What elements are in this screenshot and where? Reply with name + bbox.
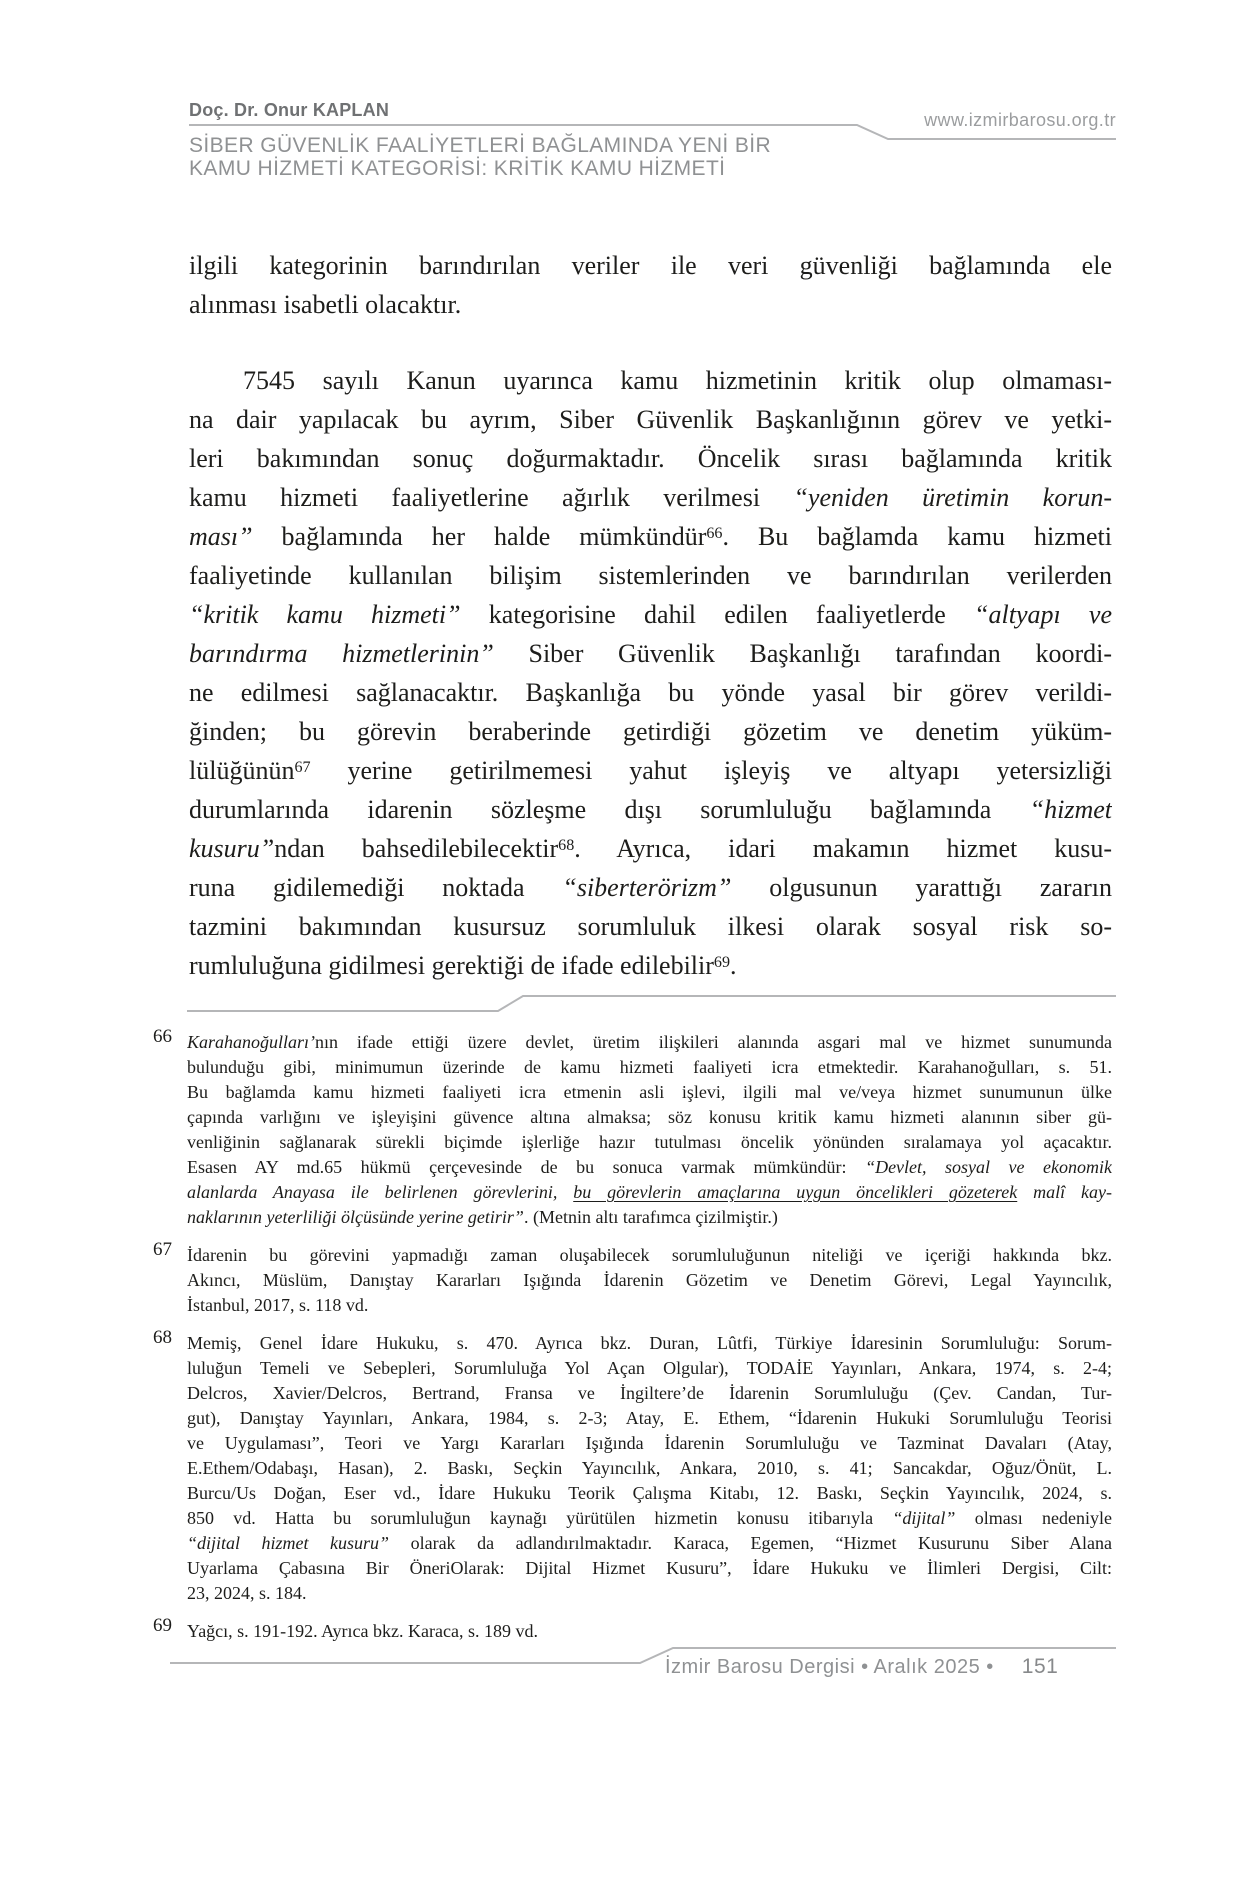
footnote-number: 68 [153, 1327, 172, 1348]
text-line [189, 246, 1112, 285]
text-line [187, 1243, 1112, 1268]
footnote-reference: 69 [713, 953, 731, 971]
text-line [187, 1556, 1112, 1581]
text-line [187, 1293, 1112, 1318]
text-line [187, 1531, 1112, 1556]
footnote [153, 1239, 1112, 1318]
text-line [189, 829, 1112, 868]
footnote-number: 69 [153, 1615, 172, 1636]
text-segment: na dair yapılacak bu ayrım, Siber Güvenlik Başkanlığının görev ve yetki- [189, 405, 1112, 434]
article-title-line-1: SİBER GÜVENLİK FAALİYETLERİ BAĞLAMINDA YENİ BİR [189, 134, 772, 157]
text-segment: kamu hizmeti faaliyetlerine ağırlık verilmesi [189, 483, 794, 512]
footnote-reference: 68 [558, 836, 575, 854]
journal-name: İzmir Barosu Dergisi • Aralık 2025 • [665, 1656, 994, 1678]
page-footer [665, 1654, 1116, 1680]
text-line [189, 556, 1112, 595]
text-segment: “kritik kamu hizmeti” [189, 600, 461, 629]
text-segment: faaliyetinde kullanılan bilişim sistemlerinden ve barındırılan verilerden [189, 561, 1112, 590]
text-segment: Karahanoğulları’ [187, 1032, 316, 1052]
text-line [189, 751, 1112, 790]
text-segment: ğinden; bu görevin beraberinde getirdiği gözetim ve denetim yüküm- [189, 717, 1112, 746]
text-segment: İstanbul, 2017, s. 118 vd. [187, 1295, 369, 1315]
text-segment: “siberterörizm” [562, 873, 732, 902]
text-line [189, 790, 1112, 829]
text-line [187, 1331, 1112, 1356]
text-line [189, 946, 1112, 985]
body-paragraph [189, 246, 1112, 324]
text-line [189, 361, 1112, 400]
text-segment: malî kay- [1017, 1182, 1112, 1202]
text-segment: olarak da adlandırılmaktadır. Karaca, Egemen, “Hizmet Kusurunu Siber Alana [389, 1533, 1112, 1553]
text-segment: bağlamında her halde mümkündür [252, 522, 707, 551]
text-segment: leri bakımından sonuç doğurmaktadır. Öncelik sırası bağlamında kritik [189, 444, 1112, 473]
text-segment: 7545 sayılı Kanun uyarınca kamu hizmetinin kritik olup olmaması- [243, 366, 1112, 395]
text-segment: bulunduğu gibi, minimumun üzerinde de kamu hizmeti faaliyeti icra etmektedir. Karahanoğulları, s. 51. [187, 1057, 1112, 1077]
text-segment: venliğinin sağlanarak sürekli biçimde işlerliğe hazır tutulması öncelik yönünden sıralamaya yol açacaktır. [187, 1132, 1112, 1152]
text-segment: “altyapı ve [974, 600, 1112, 629]
footnote [153, 1026, 1112, 1230]
text-segment: yerine getirilmemesi yahut işleyiş ve altyapı yetersizliği [310, 756, 1112, 785]
footnote-reference: 67 [294, 758, 311, 776]
text-segment: Delcros, Xavier/Delcros, Bertrand, Fransa ve İngiltere’de İdarenin Sorumluluğu (Çev. Candan, Tur- [187, 1383, 1112, 1403]
text-line [189, 712, 1112, 751]
text-segment: olgusunun yarattığı zararın [731, 873, 1112, 902]
text-segment: Uyarlama Çabasına Bir ÖneriOlarak: Dijital Hizmet Kusuru”, İdare Hukuku ve İlimleri Dergisi, Cilt: [187, 1558, 1112, 1578]
text-segment: Bu bağlamda kamu hizmeti faaliyeti icra etmenin asli işlevi, ilgili mal ve/veya hizmet sunumunun ülke [187, 1082, 1112, 1102]
text-segment: kusuru” [189, 834, 275, 863]
text-line [189, 673, 1112, 712]
text-line [187, 1506, 1112, 1531]
text-line [187, 1406, 1112, 1431]
text-line [187, 1080, 1112, 1105]
article-title-line-2: KAMU HİZMETİ KATEGORİSİ: KRİTİK KAMU HİZMETİ [189, 157, 726, 180]
footnote-separator-rule [187, 996, 1116, 1011]
text-segment: lülüğünün [189, 756, 295, 785]
text-segment: İdarenin bu görevini yapmadığı zaman oluşabilecek sorumluluğunun niteliği ve içeriği hakkında bkz. [187, 1245, 1112, 1265]
text-segment: runa gidilemediği noktada [189, 873, 563, 902]
article-body [189, 246, 1112, 985]
text-segment: ması” [189, 522, 253, 551]
text-line [189, 907, 1112, 946]
text-line [187, 1105, 1112, 1130]
text-segment: 850 vd. Hatta bu sorumluluğun kaynağı yürütülen hizmetin konusu itibarıyla [187, 1508, 893, 1528]
text-segment: Yağcı, s. 191-192. Ayrıca bkz. Karaca, s. 189 vd. [187, 1621, 538, 1641]
body-paragraph [189, 361, 1112, 985]
text-segment: çapında varlığını ve işleyişini güvence altına almaksa; söz konusu kritik kamu hizmeti alanının siber gü- [187, 1107, 1112, 1127]
text-segment: “yeniden üretimin korun- [793, 483, 1112, 512]
text-line [187, 1356, 1112, 1381]
text-line [187, 1205, 1112, 1230]
footnote-number: 67 [153, 1239, 172, 1260]
text-line [189, 868, 1112, 907]
text-line [187, 1381, 1112, 1406]
footnotes-section [153, 1026, 1112, 1657]
text-segment: alanlarda Anayasa ile belirlenen görevlerini, [187, 1182, 574, 1202]
text-segment: Esasen AY md.65 hükmü çerçevesinde de bu sonuca varmak mümkündür: [187, 1157, 866, 1177]
text-line [189, 595, 1112, 634]
text-segment: rumluluğuna gidilmesi gerektiği de ifade edilebilir [189, 951, 714, 980]
text-line [187, 1268, 1112, 1293]
text-line [189, 285, 1112, 324]
text-segment: Akıncı, Müslüm, Danıştay Kararları Işığında İdarenin Gözetim ve Denetim Görevi, Legal Yayıncılık, [187, 1270, 1112, 1290]
text-line [189, 478, 1112, 517]
text-line [187, 1180, 1112, 1205]
text-segment: bu görevlerin amaçlarına uygun öncelikleri gözeterek [573, 1182, 1018, 1202]
text-segment: ndan bahsedilebilecektir [274, 834, 559, 863]
text-segment: barındırma hizmetlerinin” [189, 639, 494, 668]
text-line [187, 1581, 1112, 1606]
text-line [187, 1055, 1112, 1080]
text-segment: Memiş, Genel İdare Hukuku, s. 470. Ayrıca bkz. Duran, Lûtfi, Türkiye İdaresinin Sorumluluğu: Sorum- [187, 1333, 1112, 1353]
author-name: Doç. Dr. Onur KAPLAN [189, 100, 390, 120]
text-segment: ve Uygulaması”, Teori ve Yargı Kararları Işığında İdarenin Sorumluluğu ve Tazminat Davaları (Atay, [187, 1433, 1112, 1453]
text-segment: “Devlet, sosyal ve ekonomik [865, 1157, 1112, 1177]
footnote [153, 1615, 1112, 1644]
text-line [189, 517, 1112, 556]
text-line [187, 1619, 1112, 1644]
text-line [187, 1155, 1112, 1180]
footnote-reference: 66 [706, 524, 723, 542]
text-segment: . [730, 951, 737, 980]
text-segment: kategorisine dahil edilen faaliyetlerde [460, 600, 975, 629]
text-line [189, 634, 1112, 673]
text-line [187, 1030, 1112, 1055]
text-segment: olması nedeniyle [955, 1508, 1112, 1528]
page-number: 151 [1021, 1655, 1059, 1678]
text-segment: E.Ethem/Odabaşı, Hasan), 2. Baskı, Seçkin Yayıncılık, Ankara, 2010, s. 41; Sancakdar, Oğuz/Önüt, L. [187, 1458, 1112, 1478]
text-segment: luluğun Temeli ve Sebepleri, Sorumluluğa Yol Açan Olgular), TODAİE Yayınları, Ankara, 1974, s. 2-4; [187, 1358, 1112, 1378]
text-line [189, 439, 1112, 478]
text-line [187, 1431, 1112, 1456]
text-line [187, 1481, 1112, 1506]
footnote-number: 66 [153, 1026, 172, 1047]
text-line [189, 400, 1112, 439]
text-line [187, 1130, 1112, 1155]
text-segment: ne edilmesi sağlanacaktır. Başkanlığa bu yönde yasal bir görev verildi- [189, 678, 1112, 707]
text-segment: “dijital hizmet kusuru” [187, 1533, 390, 1553]
text-segment: tazmini bakımından kusursuz sorumluluk ilkesi olarak sosyal risk so- [189, 912, 1112, 941]
text-segment: . Ayrıca, idari makamın hizmet kusu- [574, 834, 1112, 863]
text-segment: nın ifade ettiği üzere devlet, üretim ilişkileri alanında asgari mal ve hizmet sunumunda [315, 1032, 1112, 1052]
website-url: www.izmirbarosu.org.tr [924, 110, 1116, 130]
text-segment: “dijital” [892, 1508, 956, 1528]
text-segment: durumlarında idarenin sözleşme dışı sorumluluğu bağlamında [189, 795, 1030, 824]
text-segment: 23, 2024, s. 184. [187, 1583, 307, 1603]
footnote [153, 1327, 1112, 1606]
text-segment: Siber Güvenlik Başkanlığı tarafından koordi- [493, 639, 1112, 668]
text-segment: . (Metnin altı tarafımca çizilmiştir.) [523, 1207, 778, 1227]
text-segment: gut), Danıştay Yayınları, Ankara, 1984, s. 2-3; Atay, E. Ethem, “İdarenin Hukuki Sorumluluğu Teorisi [187, 1408, 1112, 1428]
text-segment: naklarının yeterliliği ölçüsünde yerine getirir” [187, 1207, 524, 1227]
text-segment: Burcu/Us Doğan, Eser vd., İdare Hukuku Teorik Çalışma Kitabı, 12. Baskı, Seçkin Yayıncılık, 2024, s. [187, 1483, 1112, 1503]
text-segment: . Bu bağlamda kamu hizmeti [722, 522, 1112, 551]
text-line [187, 1456, 1112, 1481]
text-segment: alınması isabetli olacaktır. [189, 290, 462, 319]
article-title [189, 134, 771, 180]
text-segment: “hizmet [1029, 795, 1112, 824]
text-segment: ilgili kategorinin barındırılan veriler ile veri güvenliği bağlamında ele [189, 251, 1112, 280]
